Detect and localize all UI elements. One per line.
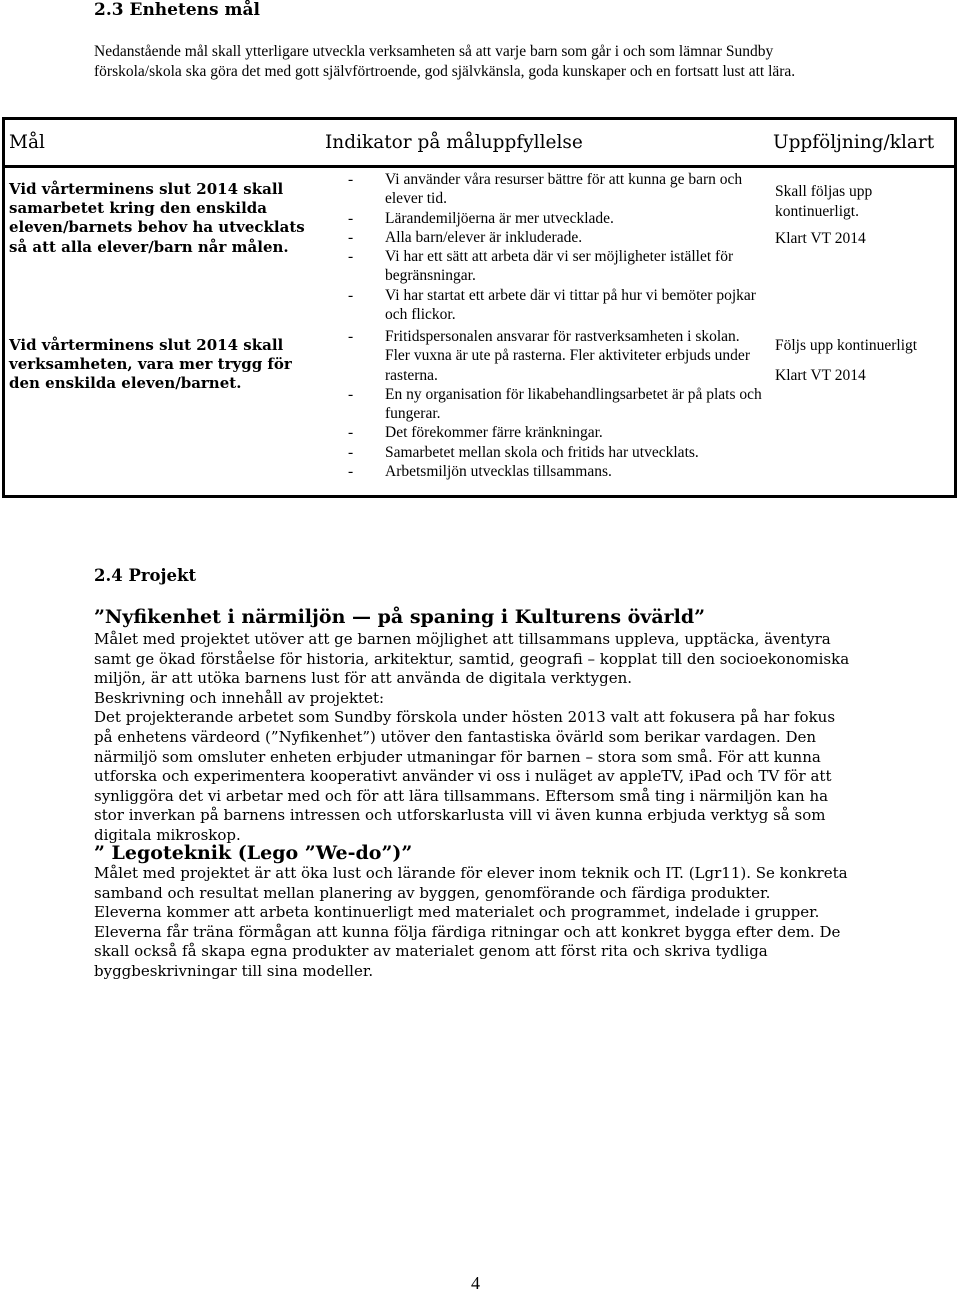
project-title: ”Nyfikenhet i närmiljön — på spaning i Kulturens övärld” bbox=[94, 606, 706, 628]
paragraph: Det projekterande arbetet som Sundby förskola under hösten 2013 valt att fokusera på har fokus på enhetens värdeord (”Nyfikenhet”) utöver den fantastiska övärld som berikar vardagen. Den närmiljö som omsluter enheten erbjuder utmaningar för barnen – stora som små. För att kunna utforska och experimentera kooperativt använder vi oss i nuläget av appleTV, iPad och TV för att synliggöra det vi arbetar med och för att lära tillsammans. Eftersom små ting i närmiljön kan ha stor inverkan på barnens intressen och utforskarlusta vill vi även kunna erbjuda verktyg så som digitala mikroskop. bbox=[94, 708, 836, 844]
indicator-list bbox=[348, 327, 768, 481]
project-body bbox=[94, 864, 854, 982]
project-body bbox=[94, 630, 854, 846]
indicator-item: - Samarbetet mellan skola och fritids har utvecklats. bbox=[348, 443, 699, 461]
intro-paragraph bbox=[94, 42, 854, 82]
section-heading: 2.4 Projekt bbox=[94, 566, 197, 585]
page-number: 4 bbox=[471, 1273, 480, 1293]
project-title: ” Legoteknik (Lego ”We-do”)” bbox=[94, 842, 413, 864]
goal-text: Vid vårterminens slut 2014 skall verksamheten, vara mer trygg för den enskilda eleven/barnet. bbox=[9, 336, 292, 393]
indicator-item: - Alla barn/elever är inkluderade. bbox=[348, 228, 583, 246]
done-date: Klart VT 2014 bbox=[775, 230, 866, 247]
done-date: Klart VT 2014 bbox=[775, 367, 866, 384]
indicator-item: - Fritidspersonalen ansvarar för rastverksamheten i skolan. Fler vuxna är ute på rasterna. Fler aktiviteter erbjuds under rasterna. bbox=[348, 328, 750, 384]
indicator-item: - Lärandemiljöerna är mer utvecklade. bbox=[348, 209, 614, 227]
goals-table bbox=[2, 117, 957, 498]
indicator-item: - Vi använder våra resurser bättre för att kunna ge barn och elever tid. bbox=[348, 171, 743, 208]
indicator-item: - Arbetsmiljön utvecklas tillsammans. bbox=[348, 463, 612, 481]
indicator-item: - Vi har startat ett arbete där vi tittar på hur vi bemöter pojkar och flickor. bbox=[348, 286, 756, 324]
paragraph: Målet med projektet utöver att ge barnen möjlighet att tillsammans uppleva, upptäcka, äventyra samt ge ökad förståelse för historia, arkitektur, samtid, geografi – kopplat till den socioekonomiska miljön, är att utöka barnens lust för att använda de digitala verktygen. bbox=[94, 630, 850, 688]
header-goal: Mål bbox=[9, 132, 45, 153]
indicator-list bbox=[348, 170, 768, 324]
header-indicator: Indikator på måluppfyllelse bbox=[325, 132, 583, 153]
indicator-item: - Vi har ett sätt att arbeta där vi ser möjligheter istället för begränsningar. bbox=[348, 248, 734, 285]
section-heading: 2.3 Enhetens mål bbox=[94, 0, 260, 20]
followup-text: Följs upp kontinuerligt bbox=[775, 337, 918, 354]
intro-text: Nedanstående mål skall ytterligare utveckla verksamheten så att varje barn som går i och som lämnar Sundby förskola/skola ska göra det med gott självförtroende, god självkänsla, goda kunskaper och en fortsatt lust att lära. bbox=[94, 43, 796, 80]
indicator-item: - Det förekommer färre kränkningar. bbox=[348, 424, 603, 442]
header-followup: Uppföljning/klart bbox=[773, 132, 935, 153]
followup-text: Skall följas upp kontinuerligt. bbox=[775, 183, 873, 220]
paragraph: Eleverna kommer att arbeta kontinuerligt med materialet och programmet, indelade i grupper. bbox=[94, 903, 820, 922]
indicator-item: - En ny organisation för likabehandlingsarbetet är på plats och fungerar. bbox=[348, 385, 762, 423]
header-divider bbox=[5, 165, 954, 168]
goal-text: Vid vårterminens slut 2014 skall samarbetet kring den enskilda eleven/barnets behov ha utvecklats så att alla elever/barn når målen. bbox=[9, 180, 305, 256]
paragraph: Beskrivning och innehåll av projektet: bbox=[94, 688, 385, 707]
paragraph: Målet med projektet är att öka lust och lärande för elever inom teknik och IT. (Lgr11). Se konkreta samband och resultat mellan planering av byggen, genomförande och färdiga produkter. bbox=[94, 864, 848, 902]
paragraph: Eleverna får träna förmågan att kunna följa färdiga ritningar och att konkret bygga efter dem. De skall också få skapa egna produkter av materialet genom att först rita och skriva tydliga byggbeskrivningar till sina modeller. bbox=[94, 922, 841, 980]
